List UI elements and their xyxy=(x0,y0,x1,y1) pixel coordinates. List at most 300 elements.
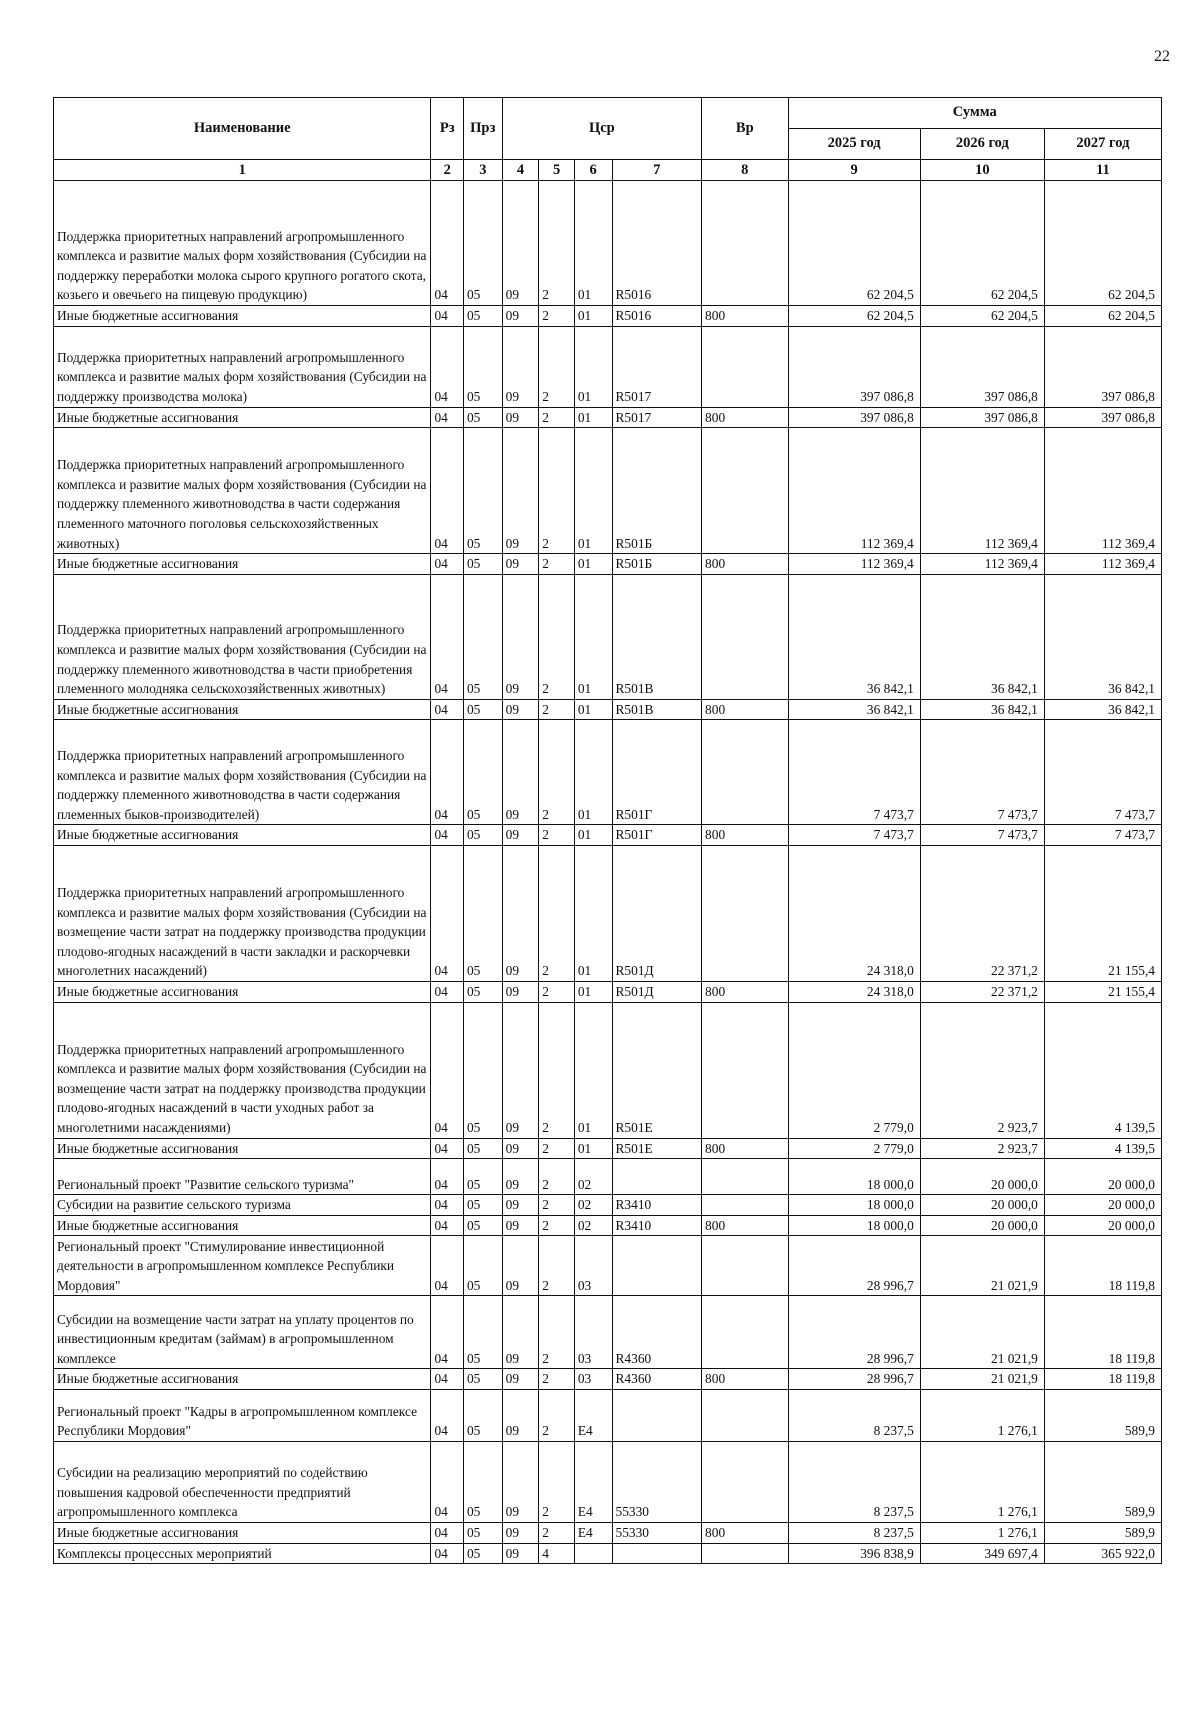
csr-7-cell: 55330 xyxy=(612,1522,702,1543)
amount-2027-cell: 36 842,1 xyxy=(1044,574,1161,699)
amount-2026-cell: 20 000,0 xyxy=(920,1215,1044,1236)
csr-6-cell: 01 xyxy=(574,326,612,407)
amount-2026-cell: 1 276,1 xyxy=(920,1389,1044,1441)
csr-7-cell: R5017 xyxy=(612,407,702,428)
csr-5-cell: 2 xyxy=(539,1002,575,1138)
header-name: Наименование xyxy=(54,98,431,160)
amount-2027-cell: 21 155,4 xyxy=(1044,845,1161,981)
vr-cell xyxy=(702,1236,788,1296)
amount-2027-cell: 7 473,7 xyxy=(1044,720,1161,825)
prz-cell: 05 xyxy=(463,181,502,306)
csr-5-cell: 2 xyxy=(539,1159,575,1195)
name-cell: Поддержка приоритетных направлений агропромышленного комплекса и развитие малых форм хозяйствования (Субсидии на поддержку производства молока) xyxy=(54,326,431,407)
csr-5-cell: 2 xyxy=(539,1441,575,1522)
csr-4-cell: 09 xyxy=(502,699,539,720)
vr-cell: 800 xyxy=(702,1138,788,1159)
amount-2026-cell: 7 473,7 xyxy=(920,720,1044,825)
name-cell: Иные бюджетные ассигнования xyxy=(54,1215,431,1236)
amount-2026-cell: 1 276,1 xyxy=(920,1522,1044,1543)
amount-2025-cell: 7 473,7 xyxy=(788,720,920,825)
amount-2026-cell: 21 021,9 xyxy=(920,1236,1044,1296)
csr-6-cell: 01 xyxy=(574,825,612,846)
vr-cell: 800 xyxy=(702,699,788,720)
vr-cell xyxy=(702,1159,788,1195)
csr-4-cell: 09 xyxy=(502,1369,539,1390)
rz-cell: 04 xyxy=(431,306,464,327)
prz-cell: 05 xyxy=(463,407,502,428)
name-cell: Поддержка приоритетных направлений агропромышленного комплекса и развитие малых форм хозяйствования (Субсидии на поддержку племенного животноводства в части приобретения племенного молодняка сельскохозяйственных животных) xyxy=(54,574,431,699)
csr-4-cell: 09 xyxy=(502,1159,539,1195)
csr-6-cell: 01 xyxy=(574,181,612,306)
name-cell: Поддержка приоритетных направлений агропромышленного комплекса и развитие малых форм хозяйствования (Субсидии на поддержку племенного животноводства в части содержания племенных быков-производителей) xyxy=(54,720,431,825)
amount-2027-cell: 589,9 xyxy=(1044,1389,1161,1441)
amount-2027-cell: 20 000,0 xyxy=(1044,1159,1161,1195)
csr-6-cell: 01 xyxy=(574,845,612,981)
prz-cell: 05 xyxy=(463,1215,502,1236)
table-row xyxy=(54,1138,1162,1159)
name-cell: Иные бюджетные ассигнования xyxy=(54,1369,431,1390)
csr-7-cell: R3410 xyxy=(612,1195,702,1216)
name-cell: Региональный проект "Развитие сельского туризма" xyxy=(54,1159,431,1195)
amount-2025-cell: 62 204,5 xyxy=(788,306,920,327)
amount-2027-cell: 20 000,0 xyxy=(1044,1215,1161,1236)
amount-2025-cell: 62 204,5 xyxy=(788,181,920,306)
csr-6-cell: 01 xyxy=(574,981,612,1002)
amount-2027-cell: 18 119,8 xyxy=(1044,1296,1161,1369)
name-cell: Иные бюджетные ассигнования xyxy=(54,699,431,720)
prz-cell: 05 xyxy=(463,326,502,407)
csr-4-cell: 09 xyxy=(502,1215,539,1236)
amount-2025-cell: 36 842,1 xyxy=(788,574,920,699)
name-cell: Поддержка приоритетных направлений агропромышленного комплекса и развитие малых форм хозяйствования (Субсидии на возмещение части затрат на поддержку производства продукции плодово-ягодных насаждений в части уходных работ за многолетними насаждениями) xyxy=(54,1002,431,1138)
csr-7-cell: R501Е xyxy=(612,1138,702,1159)
csr-6-cell: 03 xyxy=(574,1369,612,1390)
rz-cell: 04 xyxy=(431,1441,464,1522)
csr-5-cell: 2 xyxy=(539,1522,575,1543)
amount-2027-cell: 112 369,4 xyxy=(1044,554,1161,575)
csr-6-cell: 03 xyxy=(574,1236,612,1296)
csr-5-cell: 2 xyxy=(539,554,575,575)
header-sum: Сумма xyxy=(788,98,1161,129)
csr-5-cell: 2 xyxy=(539,326,575,407)
name-cell: Субсидии на реализацию мероприятий по содействию повышения кадровой обеспеченности предприятий агропромышленного комплекса xyxy=(54,1441,431,1522)
rz-cell: 04 xyxy=(431,845,464,981)
column-number-row xyxy=(54,160,1162,181)
csr-4-cell: 09 xyxy=(502,1296,539,1369)
amount-2026-cell: 7 473,7 xyxy=(920,825,1044,846)
rz-cell: 04 xyxy=(431,1522,464,1543)
header-prz: Прз xyxy=(463,98,502,160)
table-row xyxy=(54,407,1162,428)
amount-2025-cell: 18 000,0 xyxy=(788,1215,920,1236)
csr-5-cell: 2 xyxy=(539,699,575,720)
csr-4-cell: 09 xyxy=(502,825,539,846)
csr-5-cell: 2 xyxy=(539,306,575,327)
csr-6-cell: Е4 xyxy=(574,1522,612,1543)
amount-2026-cell: 62 204,5 xyxy=(920,181,1044,306)
rz-cell: 04 xyxy=(431,1389,464,1441)
amount-2025-cell: 18 000,0 xyxy=(788,1195,920,1216)
prz-cell: 05 xyxy=(463,720,502,825)
table-row xyxy=(54,1236,1162,1296)
header-year-2027: 2027 год xyxy=(1044,129,1161,160)
amount-2026-cell: 36 842,1 xyxy=(920,699,1044,720)
rz-cell: 04 xyxy=(431,407,464,428)
table-row xyxy=(54,181,1162,306)
column-number: 6 xyxy=(574,160,612,181)
prz-cell: 05 xyxy=(463,1389,502,1441)
table-row xyxy=(54,1195,1162,1216)
prz-cell: 05 xyxy=(463,1002,502,1138)
amount-2026-cell: 2 923,7 xyxy=(920,1002,1044,1138)
csr-5-cell: 2 xyxy=(539,825,575,846)
csr-6-cell: Е4 xyxy=(574,1389,612,1441)
table-row xyxy=(54,1215,1162,1236)
rz-cell: 04 xyxy=(431,1159,464,1195)
csr-6-cell: 02 xyxy=(574,1159,612,1195)
name-cell: Комплексы процессных мероприятий xyxy=(54,1543,431,1564)
amount-2026-cell: 21 021,9 xyxy=(920,1296,1044,1369)
csr-6-cell: 01 xyxy=(574,720,612,825)
amount-2027-cell: 18 119,8 xyxy=(1044,1369,1161,1390)
header-year-2026: 2026 год xyxy=(920,129,1044,160)
csr-5-cell: 2 xyxy=(539,1296,575,1369)
prz-cell: 05 xyxy=(463,1159,502,1195)
table-row xyxy=(54,1522,1162,1543)
csr-6-cell xyxy=(574,1543,612,1564)
vr-cell xyxy=(702,181,788,306)
csr-6-cell: 01 xyxy=(574,574,612,699)
rz-cell: 04 xyxy=(431,1543,464,1564)
amount-2026-cell: 397 086,8 xyxy=(920,326,1044,407)
name-cell: Региональный проект "Стимулирование инвестиционной деятельности в агропромышленном комплексе Республики Мордовия" xyxy=(54,1236,431,1296)
csr-5-cell: 2 xyxy=(539,181,575,306)
amount-2027-cell: 18 119,8 xyxy=(1044,1236,1161,1296)
vr-cell xyxy=(702,1195,788,1216)
csr-5-cell: 2 xyxy=(539,1195,575,1216)
csr-4-cell: 09 xyxy=(502,574,539,699)
amount-2026-cell: 36 842,1 xyxy=(920,574,1044,699)
vr-cell: 800 xyxy=(702,1369,788,1390)
column-number: 9 xyxy=(788,160,920,181)
vr-cell: 800 xyxy=(702,981,788,1002)
name-cell: Иные бюджетные ассигнования xyxy=(54,306,431,327)
amount-2027-cell: 112 369,4 xyxy=(1044,428,1161,554)
rz-cell: 04 xyxy=(431,699,464,720)
table-row xyxy=(54,326,1162,407)
budget-table xyxy=(53,97,1162,1564)
amount-2027-cell: 4 139,5 xyxy=(1044,1138,1161,1159)
csr-5-cell: 2 xyxy=(539,428,575,554)
csr-4-cell: 09 xyxy=(502,326,539,407)
table-row xyxy=(54,574,1162,699)
table-row xyxy=(54,1159,1162,1195)
csr-7-cell: R501Д xyxy=(612,845,702,981)
amount-2026-cell: 349 697,4 xyxy=(920,1543,1044,1564)
table-body xyxy=(54,181,1162,1564)
vr-cell xyxy=(702,845,788,981)
csr-4-cell: 09 xyxy=(502,1522,539,1543)
csr-5-cell: 2 xyxy=(539,720,575,825)
csr-5-cell: 2 xyxy=(539,845,575,981)
table-row xyxy=(54,720,1162,825)
vr-cell xyxy=(702,1296,788,1369)
csr-4-cell: 09 xyxy=(502,428,539,554)
csr-5-cell: 2 xyxy=(539,1236,575,1296)
column-number: 1 xyxy=(54,160,431,181)
amount-2025-cell: 2 779,0 xyxy=(788,1138,920,1159)
table-row xyxy=(54,1369,1162,1390)
header-vr: Вр xyxy=(702,98,788,160)
column-number: 10 xyxy=(920,160,1044,181)
csr-4-cell: 09 xyxy=(502,981,539,1002)
vr-cell: 800 xyxy=(702,825,788,846)
csr-4-cell: 09 xyxy=(502,1543,539,1564)
csr-7-cell: R501Г xyxy=(612,720,702,825)
rz-cell: 04 xyxy=(431,1138,464,1159)
page-number: 22 xyxy=(1154,48,1170,65)
amount-2025-cell: 397 086,8 xyxy=(788,407,920,428)
amount-2026-cell: 2 923,7 xyxy=(920,1138,1044,1159)
vr-cell xyxy=(702,720,788,825)
csr-6-cell: 02 xyxy=(574,1195,612,1216)
csr-6-cell: 01 xyxy=(574,699,612,720)
table-row xyxy=(54,554,1162,575)
prz-cell: 05 xyxy=(463,981,502,1002)
table-row xyxy=(54,825,1162,846)
vr-cell: 800 xyxy=(702,306,788,327)
rz-cell: 04 xyxy=(431,554,464,575)
csr-6-cell: 01 xyxy=(574,407,612,428)
amount-2027-cell: 365 922,0 xyxy=(1044,1543,1161,1564)
table-row xyxy=(54,1296,1162,1369)
csr-4-cell: 09 xyxy=(502,1195,539,1216)
csr-6-cell: Е4 xyxy=(574,1441,612,1522)
prz-cell: 05 xyxy=(463,1369,502,1390)
csr-7-cell: R3410 xyxy=(612,1215,702,1236)
csr-7-cell xyxy=(612,1159,702,1195)
amount-2025-cell: 112 369,4 xyxy=(788,428,920,554)
csr-6-cell: 01 xyxy=(574,554,612,575)
csr-7-cell xyxy=(612,1389,702,1441)
table-row xyxy=(54,1441,1162,1522)
csr-7-cell: R501Е xyxy=(612,1002,702,1138)
name-cell: Поддержка приоритетных направлений агропромышленного комплекса и развитие малых форм хозяйствования (Субсидии на поддержку переработки молока сырого крупного рогатого скота, козьего и овечьего на пищевую продукцию) xyxy=(54,181,431,306)
amount-2026-cell: 20 000,0 xyxy=(920,1195,1044,1216)
amount-2026-cell: 1 276,1 xyxy=(920,1441,1044,1522)
name-cell: Поддержка приоритетных направлений агропромышленного комплекса и развитие малых форм хозяйствования (Субсидии на возмещение части затрат на поддержку производства продукции плодово-ягодных насаждений в части закладки и раскорчевки многолетних насаждений) xyxy=(54,845,431,981)
csr-7-cell: R5016 xyxy=(612,181,702,306)
name-cell: Иные бюджетные ассигнования xyxy=(54,1138,431,1159)
amount-2027-cell: 62 204,5 xyxy=(1044,181,1161,306)
column-number: 8 xyxy=(702,160,788,181)
csr-4-cell: 09 xyxy=(502,407,539,428)
rz-cell: 04 xyxy=(431,1195,464,1216)
amount-2025-cell: 28 996,7 xyxy=(788,1296,920,1369)
csr-4-cell: 09 xyxy=(502,845,539,981)
header-csr: Цср xyxy=(502,98,701,160)
csr-6-cell: 01 xyxy=(574,1138,612,1159)
csr-7-cell: R5017 xyxy=(612,326,702,407)
prz-cell: 05 xyxy=(463,699,502,720)
rz-cell: 04 xyxy=(431,1215,464,1236)
name-cell: Поддержка приоритетных направлений агропромышленного комплекса и развитие малых форм хозяйствования (Субсидии на поддержку племенного животноводства в части содержания племенного маточного поголовья сельскохозяйственных животных) xyxy=(54,428,431,554)
name-cell: Региональный проект "Кадры в агропромышленном комплексе Республики Мордовия" xyxy=(54,1389,431,1441)
csr-7-cell: R501Б xyxy=(612,428,702,554)
name-cell: Субсидии на развитие сельского туризма xyxy=(54,1195,431,1216)
amount-2025-cell: 7 473,7 xyxy=(788,825,920,846)
rz-cell: 04 xyxy=(431,1296,464,1369)
prz-cell: 05 xyxy=(463,1296,502,1369)
csr-5-cell: 2 xyxy=(539,407,575,428)
header-year-2025: 2025 год xyxy=(788,129,920,160)
vr-cell xyxy=(702,1543,788,1564)
amount-2025-cell: 36 842,1 xyxy=(788,699,920,720)
csr-7-cell: R501Б xyxy=(612,554,702,575)
csr-4-cell: 09 xyxy=(502,1138,539,1159)
amount-2026-cell: 112 369,4 xyxy=(920,428,1044,554)
csr-4-cell: 09 xyxy=(502,1236,539,1296)
amount-2026-cell: 22 371,2 xyxy=(920,981,1044,1002)
prz-cell: 05 xyxy=(463,574,502,699)
csr-4-cell: 09 xyxy=(502,1441,539,1522)
csr-5-cell: 2 xyxy=(539,981,575,1002)
csr-7-cell: R501Г xyxy=(612,825,702,846)
prz-cell: 05 xyxy=(463,306,502,327)
name-cell: Иные бюджетные ассигнования xyxy=(54,407,431,428)
column-number: 3 xyxy=(463,160,502,181)
csr-4-cell: 09 xyxy=(502,306,539,327)
vr-cell xyxy=(702,326,788,407)
rz-cell: 04 xyxy=(431,825,464,846)
csr-5-cell: 2 xyxy=(539,1369,575,1390)
amount-2027-cell: 397 086,8 xyxy=(1044,326,1161,407)
amount-2025-cell: 18 000,0 xyxy=(788,1159,920,1195)
column-number: 4 xyxy=(502,160,539,181)
header-rz: Рз xyxy=(431,98,464,160)
amount-2027-cell: 36 842,1 xyxy=(1044,699,1161,720)
column-number: 2 xyxy=(431,160,464,181)
rz-cell: 04 xyxy=(431,981,464,1002)
name-cell: Иные бюджетные ассигнования xyxy=(54,981,431,1002)
amount-2026-cell: 21 021,9 xyxy=(920,1369,1044,1390)
csr-6-cell: 01 xyxy=(574,1002,612,1138)
vr-cell xyxy=(702,1389,788,1441)
prz-cell: 05 xyxy=(463,1195,502,1216)
vr-cell xyxy=(702,1002,788,1138)
csr-7-cell: R4360 xyxy=(612,1296,702,1369)
amount-2025-cell: 8 237,5 xyxy=(788,1389,920,1441)
amount-2027-cell: 7 473,7 xyxy=(1044,825,1161,846)
csr-7-cell: R501В xyxy=(612,574,702,699)
amount-2025-cell: 8 237,5 xyxy=(788,1441,920,1522)
vr-cell xyxy=(702,428,788,554)
amount-2027-cell: 62 204,5 xyxy=(1044,306,1161,327)
csr-5-cell: 4 xyxy=(539,1543,575,1564)
amount-2026-cell: 20 000,0 xyxy=(920,1159,1044,1195)
csr-7-cell: R5016 xyxy=(612,306,702,327)
amount-2027-cell: 4 139,5 xyxy=(1044,1002,1161,1138)
name-cell: Иные бюджетные ассигнования xyxy=(54,554,431,575)
csr-7-cell xyxy=(612,1543,702,1564)
name-cell: Субсидии на возмещение части затрат на уплату процентов по инвестиционным кредитам (займам) в агропромышленном комплексе xyxy=(54,1296,431,1369)
csr-6-cell: 01 xyxy=(574,428,612,554)
vr-cell: 800 xyxy=(702,1522,788,1543)
csr-7-cell: 55330 xyxy=(612,1441,702,1522)
csr-6-cell: 03 xyxy=(574,1296,612,1369)
prz-cell: 05 xyxy=(463,845,502,981)
amount-2025-cell: 24 318,0 xyxy=(788,845,920,981)
csr-5-cell: 2 xyxy=(539,1389,575,1441)
amount-2026-cell: 112 369,4 xyxy=(920,554,1044,575)
csr-6-cell: 01 xyxy=(574,306,612,327)
amount-2025-cell: 24 318,0 xyxy=(788,981,920,1002)
column-number: 5 xyxy=(539,160,575,181)
csr-5-cell: 2 xyxy=(539,1215,575,1236)
rz-cell: 04 xyxy=(431,326,464,407)
csr-5-cell: 2 xyxy=(539,1138,575,1159)
prz-cell: 05 xyxy=(463,825,502,846)
vr-cell: 800 xyxy=(702,554,788,575)
amount-2027-cell: 589,9 xyxy=(1044,1522,1161,1543)
amount-2025-cell: 112 369,4 xyxy=(788,554,920,575)
rz-cell: 04 xyxy=(431,428,464,554)
csr-7-cell xyxy=(612,1236,702,1296)
prz-cell: 05 xyxy=(463,1236,502,1296)
amount-2027-cell: 20 000,0 xyxy=(1044,1195,1161,1216)
csr-4-cell: 09 xyxy=(502,554,539,575)
table-row xyxy=(54,428,1162,554)
table-row xyxy=(54,306,1162,327)
vr-cell xyxy=(702,1441,788,1522)
table-row xyxy=(54,1002,1162,1138)
column-number: 11 xyxy=(1044,160,1161,181)
rz-cell: 04 xyxy=(431,1002,464,1138)
amount-2025-cell: 2 779,0 xyxy=(788,1002,920,1138)
amount-2027-cell: 397 086,8 xyxy=(1044,407,1161,428)
vr-cell: 800 xyxy=(702,1215,788,1236)
amount-2026-cell: 22 371,2 xyxy=(920,845,1044,981)
prz-cell: 05 xyxy=(463,554,502,575)
vr-cell: 800 xyxy=(702,407,788,428)
amount-2027-cell: 589,9 xyxy=(1044,1441,1161,1522)
table-row xyxy=(54,1389,1162,1441)
rz-cell: 04 xyxy=(431,181,464,306)
csr-7-cell: R501Д xyxy=(612,981,702,1002)
name-cell: Иные бюджетные ассигнования xyxy=(54,1522,431,1543)
table-row xyxy=(54,1543,1162,1564)
prz-cell: 05 xyxy=(463,1441,502,1522)
amount-2025-cell: 397 086,8 xyxy=(788,326,920,407)
amount-2026-cell: 62 204,5 xyxy=(920,306,1044,327)
table-row xyxy=(54,845,1162,981)
csr-6-cell: 02 xyxy=(574,1215,612,1236)
amount-2025-cell: 396 838,9 xyxy=(788,1543,920,1564)
name-cell: Иные бюджетные ассигнования xyxy=(54,825,431,846)
csr-4-cell: 09 xyxy=(502,1002,539,1138)
amount-2025-cell: 28 996,7 xyxy=(788,1369,920,1390)
amount-2026-cell: 397 086,8 xyxy=(920,407,1044,428)
table-row xyxy=(54,699,1162,720)
rz-cell: 04 xyxy=(431,1236,464,1296)
vr-cell xyxy=(702,574,788,699)
rz-cell: 04 xyxy=(431,720,464,825)
prz-cell: 05 xyxy=(463,428,502,554)
table-row xyxy=(54,981,1162,1002)
rz-cell: 04 xyxy=(431,1369,464,1390)
prz-cell: 05 xyxy=(463,1522,502,1543)
rz-cell: 04 xyxy=(431,574,464,699)
